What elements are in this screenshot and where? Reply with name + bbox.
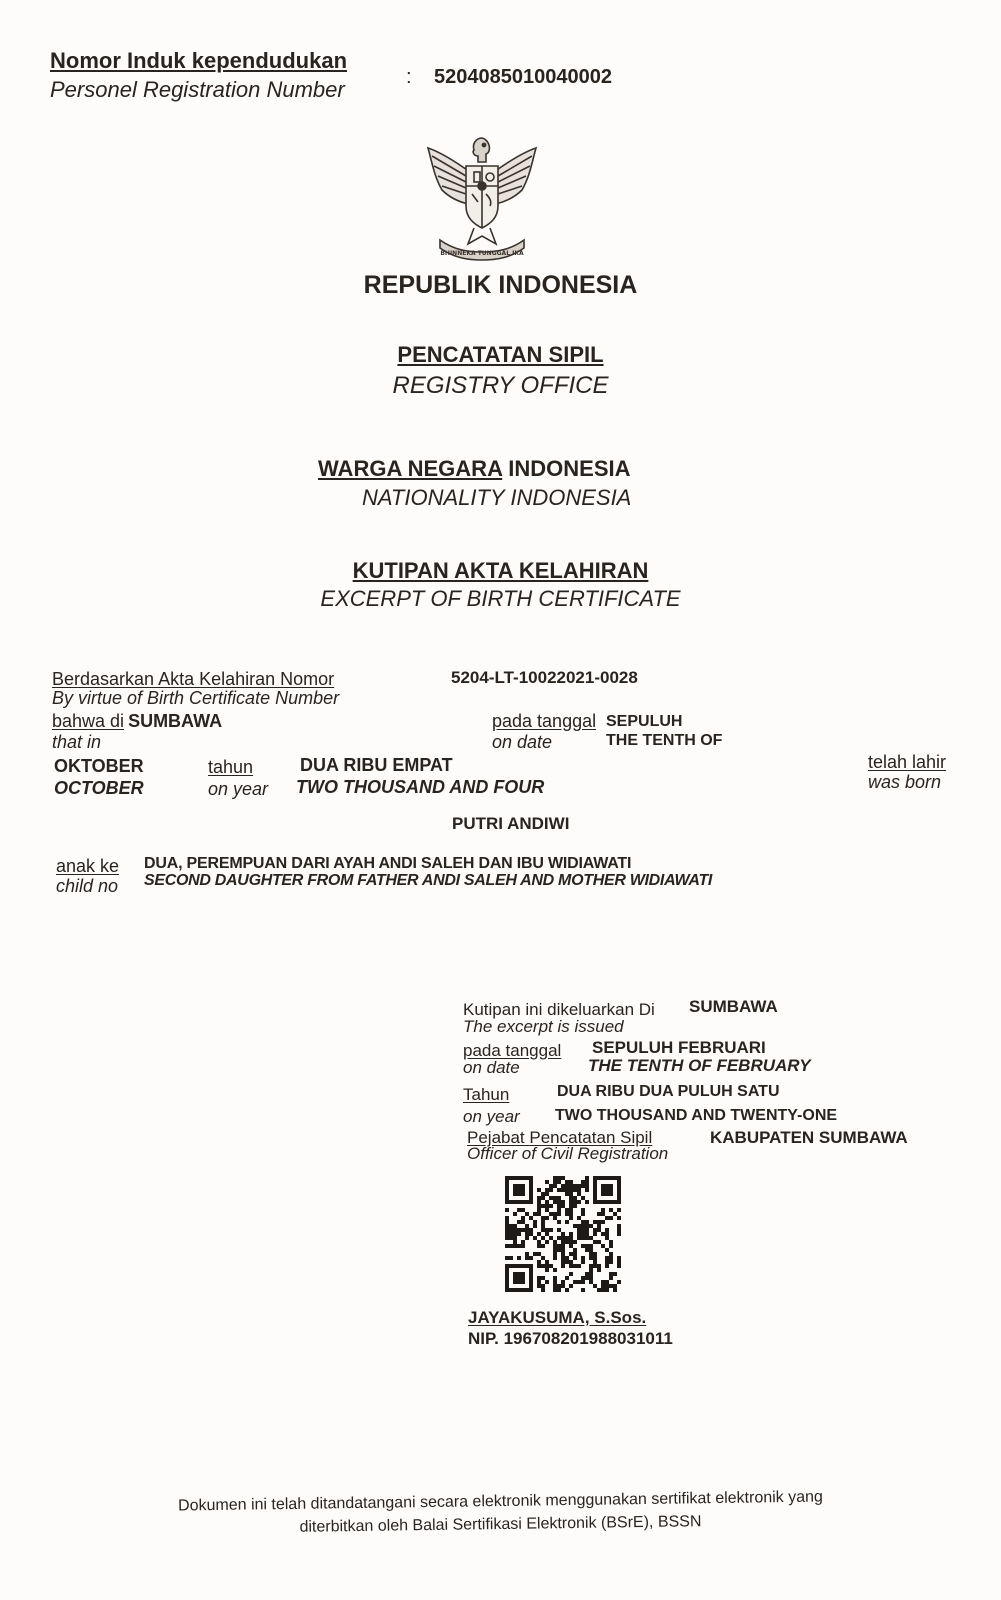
- country-title: REPUBLIK INDONESIA: [363, 271, 638, 299]
- nik-label-id: Nomor Induk kependudukan: [50, 48, 348, 73]
- place-row: [52, 711, 222, 732]
- born-label-id: telah lahir: [868, 752, 947, 772]
- officer-label-id: Pejabat Pencatatan Sipil: [467, 1128, 653, 1147]
- date-label-id: pada tanggal: [492, 711, 597, 731]
- issued-place: SUMBAWA: [689, 997, 778, 1016]
- child-label-id: anak ke: [56, 856, 120, 876]
- place-value: SUMBAWA: [128, 711, 223, 731]
- child-desc-id: DUA, PEREMPUAN DARI AYAH ANDI SALEH DAN IBU WIDIAWATI: [144, 855, 632, 872]
- nik-value: 5204085010040002: [434, 66, 612, 88]
- place-label-id: bahwa di: [52, 711, 125, 731]
- nationality-title-id-underlined: WARGA NEGARA: [318, 456, 503, 481]
- day-en: THE TENTH OF: [606, 732, 723, 749]
- issue-date-id: SEPULUH FEBRUARI: [592, 1038, 766, 1057]
- emblem-motto: BHINNEKA TUNGGAL IKA: [440, 250, 524, 257]
- child-label-en: child no: [56, 876, 119, 896]
- issue-date-label-en: on date: [463, 1058, 520, 1077]
- officer-label-en: Officer of Civil Registration: [467, 1144, 669, 1163]
- cert-label-en: By virtue of Birth Certificate Number: [52, 688, 340, 708]
- year-label-id: tahun: [208, 757, 254, 777]
- footer-line-2: diterbitkan oleh Balai Sertifikasi Elektronik (BSrE), BSSN: [299, 1513, 702, 1536]
- year-en: TWO THOUSAND AND FOUR: [296, 777, 545, 797]
- signer-nip: NIP. 196708201988031011: [468, 1329, 673, 1348]
- issue-date-en: THE TENTH OF FEBRUARY: [588, 1056, 811, 1075]
- excerpt-title-id: KUTIPAN AKTA KELAHIRAN: [352, 558, 649, 583]
- day-id: SEPULUH: [606, 713, 683, 730]
- issue-year-en: TWO THOUSAND AND TWENTY-ONE: [555, 1107, 838, 1124]
- child-name: PUTRI ANDIWI: [452, 814, 570, 833]
- born-label-en: was born: [868, 772, 942, 792]
- signer-name: JAYAKUSUMA, S.Sos.: [468, 1308, 647, 1327]
- nationality-title-en: NATIONALITY INDONESIA: [362, 485, 632, 510]
- year-label-en: on year: [208, 779, 269, 799]
- cert-label-id: Berdasarkan Akta Kelahiran Nomor: [52, 669, 335, 689]
- qr-code-icon: [505, 1176, 621, 1292]
- place-label-en: that in: [52, 732, 102, 752]
- officer-region: KABUPATEN SUMBAWA: [710, 1128, 908, 1147]
- issue-date-label-id: pada tanggal: [463, 1041, 562, 1060]
- date-label-en: on date: [492, 732, 553, 752]
- issued-label-id: Kutipan ini dikeluarkan Di: [463, 1000, 655, 1019]
- nationality-title-id: [318, 456, 631, 482]
- month-id: OKTOBER: [54, 756, 144, 776]
- footer-line-1: Dokumen ini telah ditandatangani secara elektronik menggunakan sertifikat elektronik yang: [177, 1488, 823, 1515]
- month-en: OCTOBER: [54, 778, 144, 798]
- issued-label-en: The excerpt is issued: [463, 1017, 624, 1036]
- issue-year-id: DUA RIBU DUA PULUH SATU: [557, 1083, 780, 1100]
- garuda-emblem-icon: [420, 132, 544, 262]
- issue-year-label-en: on year: [463, 1107, 520, 1126]
- issue-year-label-id: Tahun: [463, 1085, 510, 1104]
- office-title-id: PENCATATAN SIPIL: [397, 342, 604, 367]
- nik-colon: :: [406, 66, 412, 88]
- office-title-en: REGISTRY OFFICE: [392, 372, 609, 399]
- year-id: DUA RIBU EMPAT: [300, 755, 453, 775]
- nik-label-en: Personel Registration Number: [50, 77, 345, 102]
- cert-number: 5204-LT-10022021-0028: [451, 668, 638, 687]
- nationality-title-id-rest: INDONESIA: [508, 456, 631, 481]
- excerpt-title-en: EXCERPT OF BIRTH CERTIFICATE: [320, 586, 681, 611]
- child-desc-en: SECOND DAUGHTER FROM FATHER ANDI SALEH AND MOTHER WIDIAWATI: [144, 872, 713, 889]
